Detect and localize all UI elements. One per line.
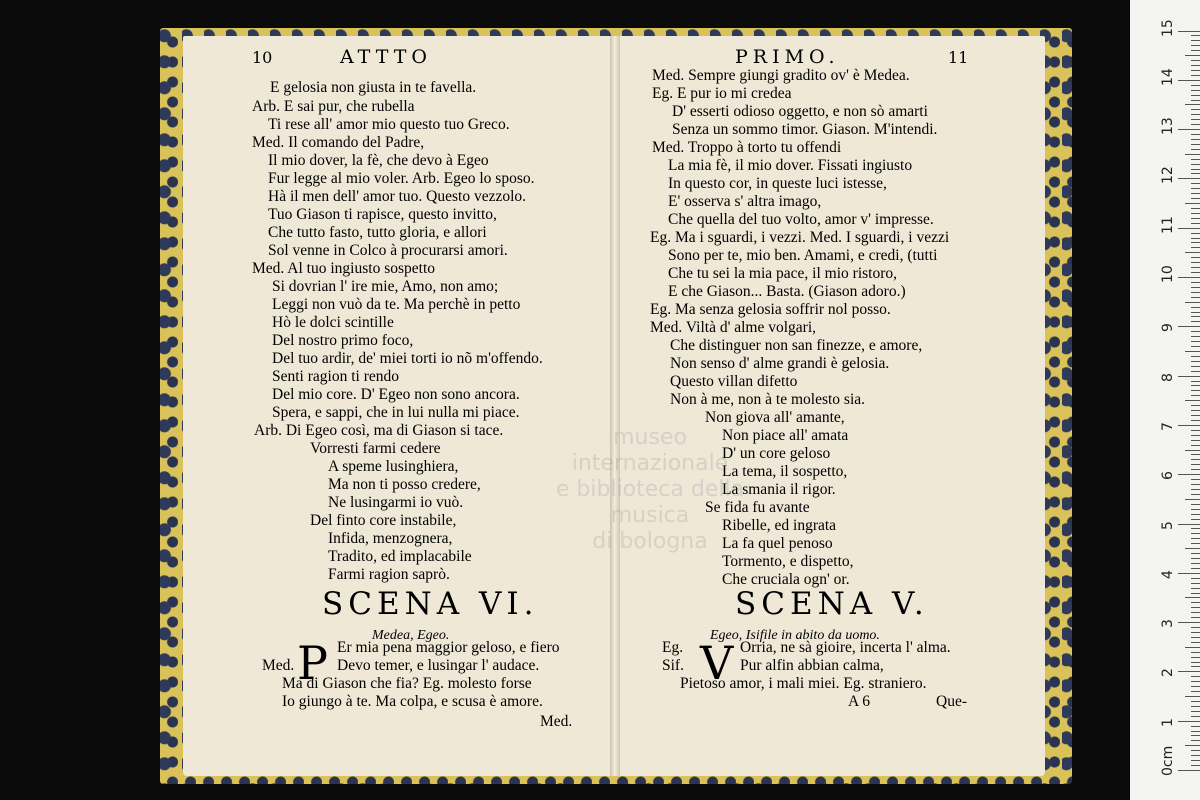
ruler-minor-tick [1191,336,1200,337]
ruler-minor-tick [1191,750,1200,751]
ruler-minor-tick [1191,578,1200,579]
ruler-minor-tick [1191,173,1200,174]
left-text-line: Tuo Giason ti rapisce, questo invitto, [268,206,497,223]
ruler-tick [1178,80,1200,81]
ruler-minor-tick [1191,272,1200,273]
left-text-line: Med. Al tuo ingiusto sospetto [252,260,435,277]
ruler-tick [1178,277,1200,278]
ruler-minor-tick [1191,538,1200,539]
ruler-minor-tick [1191,124,1200,125]
ruler-minor-tick [1191,65,1200,66]
right-text-line: Che distinguer non san finezze, e amore, [670,337,923,354]
ruler-minor-tick [1191,765,1200,766]
ruler-label: 5 [1160,520,1176,530]
left-text-line: Che tutto fasto, tutto gloria, e allori [268,224,487,241]
right-text-line: Med. Troppo à torto tu offendi [652,139,842,156]
ruler-minor-tick [1191,183,1200,184]
ruler-minor-tick [1185,647,1200,648]
ruler-minor-tick [1191,583,1200,584]
ruler-minor-tick [1191,159,1200,160]
ruler-label: 6 [1160,471,1176,481]
right-text-line: La tema, il sospetto, [722,463,848,480]
ruler-minor-tick [1191,731,1200,732]
book-gutter [610,36,620,776]
ruler-minor-tick [1191,627,1200,628]
right-text-line: E' osserva s' altra imago, [668,193,822,210]
ruler-label: 10 [1160,265,1176,283]
ruler-minor-tick [1185,302,1200,303]
ruler-minor-tick [1191,331,1200,332]
right-scene-title: SCENA V. [735,586,929,622]
left-text-line: Sol venne in Colco à procurarsi amori. [268,242,508,259]
left-scene-line: Er mia pena maggior geloso, e fiero [337,639,560,656]
ruler-minor-tick [1191,435,1200,436]
left-text-line: Del mio core. D' Egeo non sono ancora. [272,386,520,403]
right-text-line: Med. Sempre giungi gradito ov' è Medea. [652,67,910,84]
ruler-minor-tick [1191,307,1200,308]
right-text-line: Non à me, non à te molesto sia. [670,391,865,408]
ruler-minor-tick [1191,469,1200,470]
left-text-line: Fur legge al mio voler. Arb. Egeo lo sposo. [268,170,535,187]
left-text-line: Ne lusingarmi io vuò. [328,494,464,511]
ruler-minor-tick [1191,35,1200,36]
ruler-minor-tick [1191,267,1200,268]
ruler-minor-tick [1191,198,1200,199]
right-text-line: La fa quel penoso [722,535,833,552]
ruler-minor-tick [1185,499,1200,500]
right-text-line: Se fida fu avante [705,499,810,516]
ruler-label: 7 [1160,421,1176,431]
ruler-minor-tick [1191,484,1200,485]
ruler-tick [1178,573,1200,574]
ruler-minor-tick [1191,238,1200,239]
left-scene-line: Io giungo à te. Ma colpa, e scusa è amore. [282,693,543,710]
left-text-line: Il mio dover, la fè, che devo à Egeo [268,152,489,169]
ruler-minor-tick [1191,262,1200,263]
ruler-minor-tick [1185,450,1200,451]
left-text-line: Si dovrian l' ire mie, Amo, non amo; [272,278,499,295]
ruler-minor-tick [1191,519,1200,520]
left-dropcap: P [297,636,328,690]
right-text-line: La mia fè, il mio dover. Fissati ingiusto [668,157,913,174]
ruler-minor-tick [1185,597,1200,598]
ruler-minor-tick [1191,637,1200,638]
right-page-number: 11 [948,48,969,67]
ruler-minor-tick [1191,144,1200,145]
right-text-line: Senza un sommo timor. Giason. M'intendi. [672,121,938,138]
ruler-minor-tick [1191,617,1200,618]
ruler-minor-tick [1191,494,1200,495]
right-text-line: E che Giason... Basta. (Giason adoro.) [668,283,906,300]
left-text-line: E gelosia non giusta in te favella. [270,79,477,96]
ruler-minor-tick [1191,193,1200,194]
ruler-tick [1178,228,1200,229]
left-text-line: Leggi non vuò da te. Ma perchè in petto [272,296,521,313]
ruler-minor-tick [1191,213,1200,214]
left-text-line: Ma non ti posso credere, [328,476,481,493]
left-running-head: ATTTO [340,46,432,68]
ruler-minor-tick [1185,203,1200,204]
ruler-minor-tick [1191,479,1200,480]
ruler-minor-tick [1185,400,1200,401]
ruler-label: 3 [1160,619,1176,629]
right-text-line: Non senso d' alme grandi è gelosia. [670,355,890,372]
left-text-line: A speme lusinghiera, [328,458,459,475]
left-text-line: Arb. E sai pur, che rubella [252,98,415,115]
ruler-minor-tick [1191,666,1200,667]
measurement-ruler [1130,0,1200,800]
ruler-minor-tick [1191,139,1200,140]
left-text-line: Arb. Di Egeo così, ma di Giason si tace. [254,422,504,439]
ruler-minor-tick [1185,696,1200,697]
ruler-label: 15 [1160,18,1176,37]
ruler-minor-tick [1191,701,1200,702]
ruler-minor-tick [1191,706,1200,707]
ruler-minor-tick [1191,45,1200,46]
ruler-minor-tick [1191,735,1200,736]
ruler-minor-tick [1191,366,1200,367]
ruler-minor-tick [1191,533,1200,534]
ruler-tick [1178,770,1200,771]
ruler-minor-tick [1185,104,1200,105]
ruler-minor-tick [1191,60,1200,61]
ruler-label: 1 [1160,717,1176,727]
ruler-minor-tick [1191,218,1200,219]
right-text-line: Eg. E pur io mi credea [652,85,792,102]
ruler-minor-tick [1191,464,1200,465]
ruler-minor-tick [1191,504,1200,505]
left-scene-line: Med. [540,713,573,730]
ruler-minor-tick [1191,316,1200,317]
ruler-minor-tick [1191,430,1200,431]
watermark-line: di bologna [592,529,708,554]
ruler-minor-tick [1191,593,1200,594]
right-text-line: Non giova all' amante, [705,409,845,426]
ruler-minor-tick [1191,405,1200,406]
ruler-minor-tick [1191,164,1200,165]
ruler-minor-tick [1191,563,1200,564]
ruler-label: 11 [1160,215,1176,234]
ruler-minor-tick [1191,282,1200,283]
ruler-tick [1178,524,1200,525]
ruler-minor-tick [1191,459,1200,460]
ruler-minor-tick [1191,233,1200,234]
right-text-line: La smania il rigor. [722,481,836,498]
ruler-minor-tick [1185,252,1200,253]
ruler-minor-tick [1191,109,1200,110]
ruler-minor-tick [1191,509,1200,510]
ruler-minor-tick [1191,642,1200,643]
ruler-minor-tick [1185,154,1200,155]
ruler-minor-tick [1191,514,1200,515]
ruler-label: 14 [1160,67,1176,86]
left-scene-line: Devo temer, e lusingar l' audace. [337,657,540,674]
ruler-minor-tick [1191,346,1200,347]
ruler-minor-tick [1191,169,1200,170]
ruler-minor-tick [1191,612,1200,613]
ruler-tick [1178,425,1200,426]
ruler-tick [1178,31,1200,32]
right-scene-line: Pietoso amor, i mali miei. Eg. straniero. [680,675,927,692]
ruler-minor-tick [1191,489,1200,490]
ruler-label: 8 [1160,372,1176,382]
ruler-minor-tick [1191,716,1200,717]
left-text-line: Vorresti farmi cedere [310,440,441,457]
ruler-minor-tick [1191,385,1200,386]
ruler-minor-tick [1191,223,1200,224]
right-text-line: Med. Viltà d' alme volgari, [650,319,817,336]
left-scene-line: Med. [262,657,295,674]
left-text-line: Del finto core instabile, [310,512,457,529]
right-text-line: Eg. Ma senza gelosia soffrir nol posso. [650,301,891,318]
right-text-line: Sono per te, mio ben. Amami, e credi, (tutti [668,247,938,264]
right-text-line: Non piace all' amata [722,427,849,444]
ruler-minor-tick [1191,410,1200,411]
ruler-label: 13 [1160,117,1176,136]
ruler-minor-tick [1191,361,1200,362]
ruler-minor-tick [1191,691,1200,692]
ruler-minor-tick [1191,602,1200,603]
ruler-minor-tick [1191,371,1200,372]
ruler-minor-tick [1191,588,1200,589]
right-text-line: Che quella del tuo volto, amor v' impresse. [668,211,934,228]
ruler-minor-tick [1191,760,1200,761]
ruler-tick [1178,326,1200,327]
ruler-minor-tick [1191,257,1200,258]
ruler-minor-tick [1191,553,1200,554]
ruler-minor-tick [1191,657,1200,658]
ruler-minor-tick [1191,454,1200,455]
ruler-label: 2 [1160,668,1176,678]
left-text-line: Del nostro primo foco, [272,332,414,349]
ruler-tick [1178,474,1200,475]
ruler-minor-tick [1191,740,1200,741]
ruler-minor-tick [1191,686,1200,687]
ruler-tick [1178,376,1200,377]
right-dropcap: V [700,636,734,690]
ruler-minor-tick [1191,297,1200,298]
ruler-minor-tick [1191,528,1200,529]
ruler-minor-tick [1191,662,1200,663]
ruler-label: 12 [1160,166,1176,185]
ruler-minor-tick [1191,711,1200,712]
ruler-minor-tick [1185,745,1200,746]
ruler-minor-tick [1191,381,1200,382]
ruler-minor-tick [1191,632,1200,633]
ruler-minor-tick [1191,755,1200,756]
right-scene-line: A 6 [848,693,870,710]
ruler-minor-tick [1191,390,1200,391]
right-scene-line: Pur alfin abbian calma, [740,657,884,674]
ruler-minor-tick [1191,568,1200,569]
ruler-label: 9 [1160,323,1176,333]
right-text-line: Eg. Ma i sguardi, i vezzi. Med. I sguardi, i vezzi [650,229,950,246]
left-text-line: Med. Il comando del Padre, [252,134,425,151]
ruler-minor-tick [1191,312,1200,313]
ruler-minor-tick [1191,287,1200,288]
left-page-number: 10 [252,48,273,67]
left-text-line: Del tuo ardir, de' miei torti io nõ m'offendo. [272,350,543,367]
ruler-tick [1178,622,1200,623]
ruler-minor-tick [1191,247,1200,248]
ruler-tick [1178,721,1200,722]
left-text-line: Ti rese all' amor mio questo tuo Greco. [268,116,510,133]
left-scene-title: SCENA VI. [322,586,539,622]
ruler-minor-tick [1191,188,1200,189]
left-scene-line: Ma di Giason che fia? Eg. molesto forse [282,675,532,692]
ruler-minor-tick [1191,356,1200,357]
right-scene-line: Sif. [662,657,684,674]
ruler-minor-tick [1191,445,1200,446]
right-running-head: PRIMO. [735,46,840,68]
ruler-minor-tick [1191,558,1200,559]
watermark-line: e biblioteca della musica [555,477,745,528]
right-text-line: Ribelle, ed ingrata [722,517,837,534]
ruler-minor-tick [1191,681,1200,682]
ruler-tick [1178,129,1200,130]
ruler-tick [1178,178,1200,179]
ruler-minor-tick [1191,292,1200,293]
ruler-minor-tick [1191,543,1200,544]
left-text-line: Tradito, ed implacabile [328,548,472,565]
right-text-line: D' esserti odioso oggetto, e non sò amarti [672,103,928,120]
ruler-minor-tick [1191,676,1200,677]
ruler-minor-tick [1191,95,1200,96]
ruler-minor-tick [1185,351,1200,352]
left-text-line: Senti ragion ti rendo [272,368,399,385]
right-scene-line: Que- [936,693,967,710]
ruler-minor-tick [1191,114,1200,115]
ruler-tick [1178,671,1200,672]
ruler-minor-tick [1191,395,1200,396]
right-scene-line: Eg. [662,639,684,656]
left-text-line: Farmi ragion saprò. [328,566,450,583]
left-text-line: Hà il men dell' amor tuo. Questo vezzolo. [268,188,527,205]
ruler-minor-tick [1191,119,1200,120]
ruler-minor-tick [1191,100,1200,101]
ruler-minor-tick [1191,85,1200,86]
ruler-minor-tick [1191,149,1200,150]
ruler-minor-tick [1191,134,1200,135]
left-scene-cast: Medea, Egeo. [372,628,450,643]
right-text-line: Questo villan difetto [670,373,798,390]
ruler-minor-tick [1185,548,1200,549]
ruler-minor-tick [1191,70,1200,71]
right-text-line: Tormento, e dispetto, [722,553,854,570]
left-text-line: Hò le dolci scintille [272,314,394,331]
ruler-label: 0cm [1160,745,1176,776]
ruler-minor-tick [1191,341,1200,342]
ruler-minor-tick [1191,726,1200,727]
right-scene-cast: Egeo, Isifile in abito da uomo. [710,628,880,643]
ruler-minor-tick [1191,321,1200,322]
ruler-minor-tick [1191,652,1200,653]
right-scene-line: Orria, ne sà gioire, incerta l' alma. [740,639,951,656]
right-text-line: In questo cor, in queste luci istesse, [668,175,887,192]
ruler-minor-tick [1191,75,1200,76]
ruler-minor-tick [1191,50,1200,51]
right-text-line: Che tu sei la mia pace, il mio ristoro, [668,265,898,282]
watermark-line: museo internazionale [571,425,729,476]
ruler-minor-tick [1191,415,1200,416]
ruler-minor-tick [1191,208,1200,209]
left-text-line: Spera, e sappi, che in lui nulla mi piace. [272,404,520,421]
ruler-minor-tick [1191,607,1200,608]
left-text-line: Infida, menzognera, [328,530,453,547]
right-text-line: D' un core geloso [722,445,831,462]
ruler-minor-tick [1185,55,1200,56]
ruler-minor-tick [1191,420,1200,421]
ruler-minor-tick [1191,40,1200,41]
ruler-minor-tick [1191,440,1200,441]
ruler-minor-tick [1191,90,1200,91]
ruler-label: 4 [1160,569,1176,579]
ruler-minor-tick [1191,242,1200,243]
right-text-line: Che cruciala ogn' or. [722,571,850,588]
